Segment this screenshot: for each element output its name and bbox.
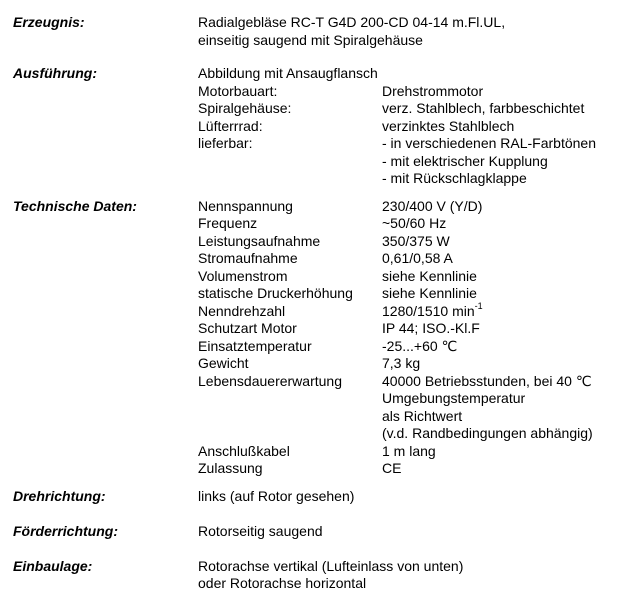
einbaulage-line: Rotorachse vertikal (Lufteinlass von unten) (198, 557, 464, 574)
spec-value: (v.d. Randbedingungen abhängig) (382, 425, 593, 441)
spec-value: als Richtwert (382, 407, 463, 424)
spec-row-continuation (198, 170, 614, 188)
drehrichtung-value: links (auf Rotor gesehen) (198, 487, 355, 504)
einbaulage-content (198, 558, 614, 590)
spec-row (198, 100, 614, 118)
spec-name-empty (198, 153, 382, 171)
spec-value: verz. Stahlblech, farbbeschichtet (382, 100, 585, 116)
product-subtitle-line: einseitig saugend mit Spiralgehäuse (198, 31, 423, 48)
spec-row (198, 250, 614, 268)
section-erzeugnis (13, 14, 614, 49)
spec-value-text: 1280/1510 min (382, 302, 475, 319)
section-label-ausfuehrung: Ausführung: (13, 65, 97, 81)
spec-row (198, 460, 614, 478)
spec-value: Drehstrommotor (382, 82, 484, 99)
spec-value: 230/400 V (Y/D) (382, 197, 483, 214)
section-einbaulage (13, 558, 614, 590)
spec-value: - in verschiedenen RAL-Farbtönen (382, 135, 597, 151)
spec-value: 7,3 kg (382, 355, 421, 371)
spec-row (198, 285, 614, 303)
foerderrichtung-value: Rotorseitig saugend (198, 522, 323, 539)
spec-name: Motorbauart: (198, 82, 278, 99)
section-technische-daten (13, 198, 614, 478)
spec-row (198, 83, 614, 101)
spec-name: Spiralgehäuse: (198, 100, 292, 116)
spec-row-continuation (198, 425, 614, 443)
spec-name: lieferbar: (198, 135, 253, 151)
spec-name-empty (198, 390, 382, 408)
spec-value: IP 44; ISO.-Kl.F (382, 320, 480, 336)
section-label-foerderrichtung: Förderrichtung: (13, 522, 118, 539)
spec-value: -25...+60 ℃ (382, 337, 458, 354)
spec-row (198, 320, 614, 338)
spec-row (198, 135, 614, 153)
spec-name: Volumenstrom (198, 267, 288, 284)
spec-value: 1 m lang (382, 442, 436, 459)
spec-name: Stromaufnahme (198, 250, 298, 266)
section-label-einbaulage: Einbaulage: (13, 557, 93, 574)
spec-value: 350/375 W (382, 232, 450, 249)
spec-row-continuation (198, 408, 614, 426)
spec-row (198, 268, 614, 286)
section-label-drehrichtung: Drehrichtung: (13, 487, 106, 504)
spec-row (198, 198, 614, 216)
spec-name-empty (198, 425, 382, 443)
spec-name: Frequenz (198, 215, 258, 231)
spec-name: Einsatztemperatur (198, 337, 312, 354)
spec-row (198, 118, 614, 136)
spec-value: CE (382, 460, 402, 476)
spec-value: 0,61/0,58 A (382, 250, 453, 266)
spec-value: siehe Kennlinie (382, 285, 477, 301)
section-label-technische-daten: Technische Daten: (13, 197, 137, 214)
section-label-erzeugnis: Erzeugnis: (13, 14, 85, 30)
spec-name: Schutzart Motor (198, 320, 297, 336)
spec-value (382, 303, 614, 321)
spec-name: Gewicht (198, 355, 249, 371)
section-drehrichtung (13, 488, 614, 506)
spec-row-continuation (198, 390, 614, 408)
spec-name: Lebensdauererwartung (198, 372, 342, 389)
ausfuehrung-content (198, 65, 614, 188)
spec-row (198, 373, 614, 391)
product-name-line: Radialgebläse RC-T G4D 200-CD 04-14 m.Fl.UL, (198, 14, 506, 30)
spec-row (198, 355, 614, 373)
einbaulage-line: oder Rotorachse horizontal (198, 575, 367, 590)
spec-row-continuation (198, 153, 614, 171)
spec-row (198, 233, 614, 251)
ausfuehrung-intro: Abbildung mit Ansaugflansch (198, 65, 378, 81)
spec-name: Nennspannung (198, 197, 293, 214)
spec-name: Anschlußkabel (198, 442, 290, 459)
spec-value-exponent: -1 (474, 301, 483, 312)
spec-name: Zulassung (198, 460, 263, 476)
spec-row (198, 338, 614, 356)
technische-daten-content (198, 198, 614, 478)
spec-name: Lüfterrrad: (198, 117, 263, 134)
spec-value: - mit Rückschlagklappe (382, 170, 527, 186)
spec-row (198, 215, 614, 233)
spec-value: siehe Kennlinie (382, 267, 477, 284)
spec-value: Umgebungstemperatur (382, 390, 526, 406)
section-ausfuehrung (13, 65, 614, 188)
spec-row (198, 443, 614, 461)
spec-value: verzinktes Stahlblech (382, 117, 515, 134)
spec-value: 40000 Betriebsstunden, bei 40 ℃ (382, 372, 592, 389)
section-foerderrichtung (13, 523, 614, 541)
spec-name: Leistungsaufnahme (198, 232, 321, 249)
spec-name: Nenndrehzahl (198, 302, 286, 319)
product-description (198, 14, 614, 49)
spec-name-empty (198, 170, 382, 188)
spec-value: ~50/60 Hz (382, 215, 447, 231)
spec-name-empty (198, 408, 382, 426)
spec-name: statische Druckerhöhung (198, 285, 353, 301)
spec-row (198, 303, 614, 321)
spec-value: - mit elektrischer Kupplung (382, 152, 548, 169)
